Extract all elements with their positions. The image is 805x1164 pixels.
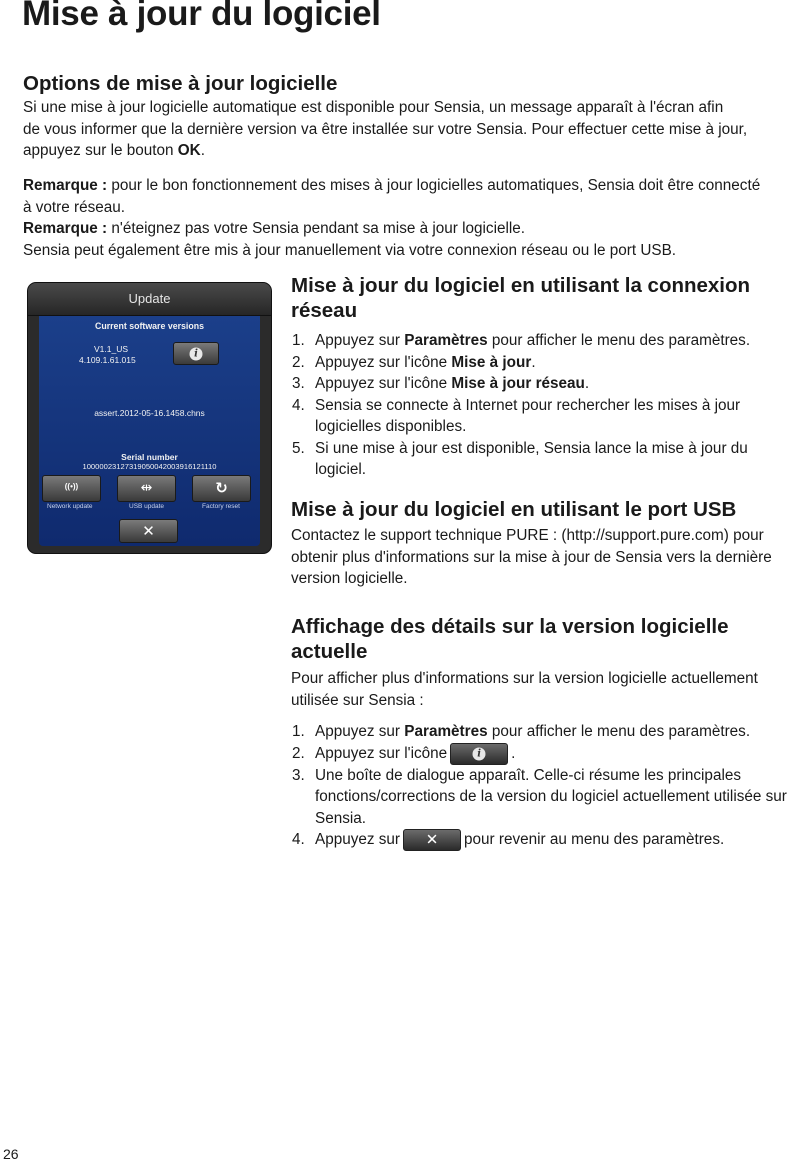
- info-icon: i: [190, 347, 203, 360]
- info-button-inline: [450, 743, 508, 765]
- list-item: 5. Si une mise à jour est disponible, Sensia lance la mise à jour du logiciel.: [292, 439, 748, 478]
- remarks-paragraph: [23, 175, 805, 261]
- options-line-3: appuyez sur le bouton: [23, 142, 174, 159]
- options-heading: Options de mise à jour logicielle: [23, 72, 338, 95]
- network-heading-line-2: réseau: [291, 299, 358, 322]
- close-icon: ✕: [425, 831, 439, 849]
- list-item: 1. Appuyez sur Paramètres pour afficher le menu des paramètres.: [292, 332, 751, 349]
- details-intro: Pour afficher plus d'informations sur la version logicielle actuellement utilisée sur Sensia :: [291, 670, 758, 709]
- list-item: 3. Une boîte de dialogue apparaît. Celle-ci résume les principales fonctions/corrections de la version du logiciel actuellement utilisée sur Sensia.: [292, 766, 787, 827]
- options-paragraph: [23, 97, 793, 162]
- serial-number-label: Serial number: [121, 452, 178, 462]
- wifi-icon: ((•)): [64, 482, 79, 491]
- details-heading-line-2: actuelle: [291, 640, 368, 663]
- page-number: 26: [3, 1146, 19, 1162]
- list-item: 2. Appuyez sur l'icône i .: [292, 743, 787, 765]
- remark-1-line-2: à votre réseau.: [23, 198, 126, 216]
- list-item: 4. Appuyez sur ✕ pour revenir au menu des paramètres.: [292, 829, 787, 851]
- network-update-label: Network update: [47, 503, 93, 510]
- version-line-1: V1.1_US: [94, 344, 129, 354]
- usb-icon: ⇹: [140, 479, 153, 495]
- remark-label-1: Remarque :: [23, 177, 108, 194]
- network-update-steps: [292, 330, 772, 481]
- factory-reset-button[interactable]: [192, 475, 251, 502]
- close-button[interactable]: [119, 519, 178, 543]
- list-item: 4. Sensia se connecte à Internet pour rechercher les mises à jour logicielles disponibles.: [292, 396, 741, 435]
- current-versions-label: Current software versions: [94, 321, 205, 331]
- network-heading-line-1: Mise à jour du logiciel en utilisant la connexion: [291, 274, 751, 297]
- remark-label-2: Remarque :: [23, 220, 108, 237]
- version-line-2: 4.109.1.61.015: [79, 355, 136, 365]
- serial-number-value: 10000023127319050042003916121110: [82, 462, 217, 471]
- remark-1-line-1: pour le bon fonctionnement des mises à jour logicielles automatiques, Sensia doit être connecté: [107, 177, 761, 194]
- details-steps: [292, 721, 787, 851]
- update-screen-body: [39, 316, 260, 546]
- info-icon: i: [473, 747, 486, 760]
- usb-update-heading: Mise à jour du logiciel en utilisant le port USB: [291, 498, 737, 521]
- update-screen-screenshot: [27, 282, 272, 554]
- factory-reset-label: Factory reset: [202, 503, 240, 510]
- update-screen-header: Update: [28, 283, 271, 316]
- options-line-2: de vous informer que la dernière version va être installée sur votre Sensia. Pour effectuer cette mise à jour,: [23, 120, 748, 138]
- list-item: 3. Appuyez sur l'icône Mise à jour réseau.: [292, 375, 590, 392]
- usb-update-button[interactable]: [117, 475, 176, 502]
- options-line-1: Si une mise à jour logicielle automatique est disponible pour Sensia, un message apparaît à l'écran afin: [23, 99, 724, 116]
- manual-update-text: Sensia peut également être mis à jour manuellement via votre connexion réseau ou le port USB.: [23, 241, 677, 259]
- details-heading-line-1: Affichage des détails sur la version logicielle: [291, 615, 729, 638]
- details-heading: [291, 614, 801, 664]
- list-item: 2. Appuyez sur l'icône Mise à jour.: [292, 353, 536, 371]
- usb-update-label: USB update: [129, 503, 165, 510]
- network-update-button[interactable]: [42, 475, 101, 502]
- usb-update-text: Contactez le support technique PURE : (http://support.pure.com) pour obtenir plus d'informations sur la mise à jour de Sensia vers la dernière version logicielle.: [291, 527, 772, 587]
- close-icon: ✕: [142, 523, 155, 540]
- info-button[interactable]: [173, 342, 219, 365]
- assert-filename: assert.2012-05-16.1458.chns: [94, 408, 205, 418]
- ok-label: OK: [177, 142, 201, 159]
- page-title: Mise à jour du logiciel: [22, 0, 381, 33]
- remark-2-text: n'éteignez pas votre Sensia pendant sa mise à jour logicielle.: [107, 220, 526, 237]
- options-line-3-end: .: [200, 142, 205, 159]
- reset-icon: ↻: [215, 480, 228, 497]
- network-update-heading: [291, 273, 803, 323]
- close-button-inline: [403, 829, 461, 851]
- list-item: 1. Appuyez sur Paramètres pour afficher le menu des paramètres.: [292, 723, 751, 740]
